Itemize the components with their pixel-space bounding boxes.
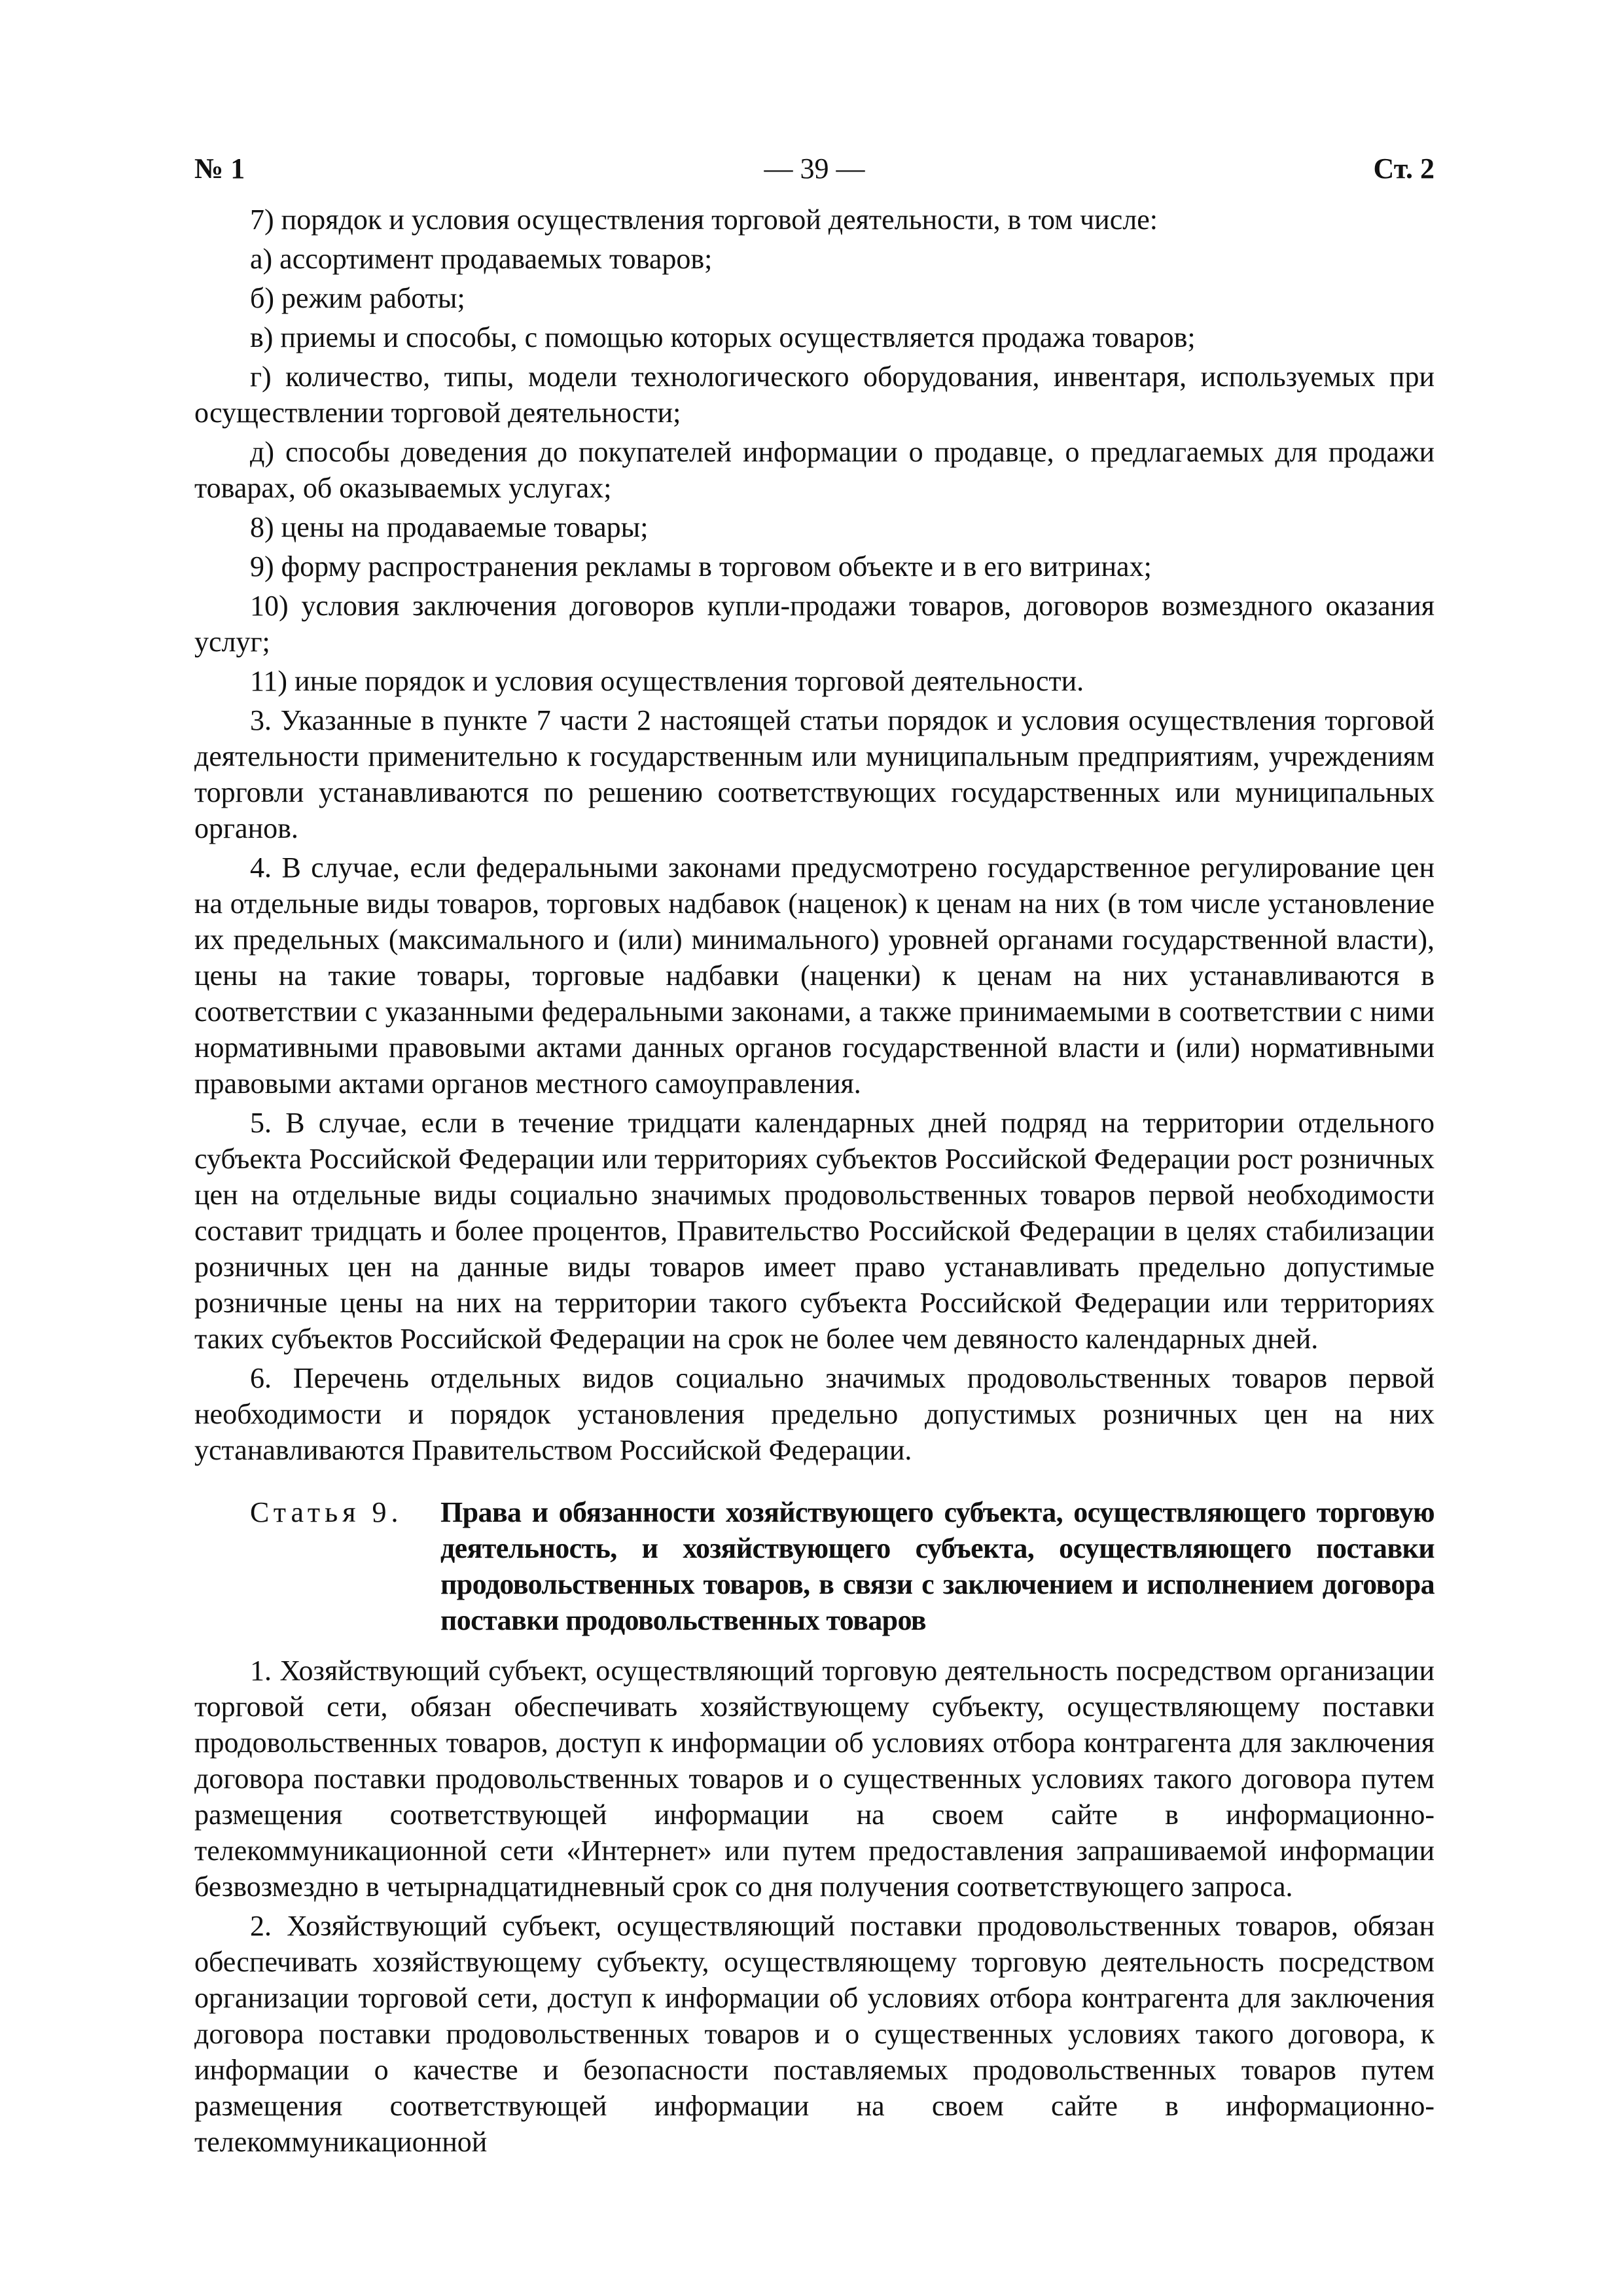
page-number: — 39 — [764, 152, 865, 185]
page-header [194, 149, 1435, 188]
paragraph: 7) порядок и условия осуществления торговой деятельности, в том числе: [250, 204, 1158, 236]
paragraph: 4. В случае, если федеральными законами предусмотрено государственное регулирование цен на отдельные виды товаров, торговых надбавок (наценок) к ценам на них (в том числе установление их предельных (максимального и (или) минимального) уровней органами государственной власти), цены на такие товары, торговые надбавки (наценки) к ценам на них устанавливаются в соответствии с указанными федеральными законами, а также принимаемыми в соответствии с ними нормативными правовыми актами данных органов государственной власти и (или) нормативными правовыми актами органов местного самоуправления. [194, 852, 1435, 1100]
paragraph: в) приемы и способы, с помощью которых осуществляется продажа товаров; [250, 321, 1196, 353]
paragraph: 6. Перечень отдельных видов социально значимых продовольственных товаров первой необходимости и порядок установления предельно допустимых розничных цен на них устанавливаются Правительством Российской Федерации. [194, 1362, 1435, 1466]
paragraph: 10) условия заключения договоров купли-продажи товаров, договоров возмездного оказания услуг; [194, 590, 1435, 658]
paragraph: 9) форму распространения рекламы в торговом объекте и в его витринах; [250, 550, 1152, 583]
paragraph: б) режим работы; [250, 282, 465, 314]
paragraph: 2. Хозяйствующий субъект, осуществляющий поставки продовольственных товаров, обязан обеспечивать хозяйствующему субъекту, осуществляющему торговую деятельность посредством организации торговой сети, доступ к информации об условиях отбора контрагента для заключения договора поставки продовольственных товаров и о существенных условиях такого договора, к информации о качестве и безопасности поставляемых продовольственных товаров путем размещения соответствующей информации на своем сайте в информационно-телекоммуникационной [194, 1910, 1435, 2158]
article-reference: Ст. 2 [1373, 152, 1435, 185]
article-label: Статья 9. [250, 1496, 403, 1528]
article-title: Права и обязанности хозяйствующего субъекта, осуществляющего торговую деятельность, и хозяйствующего субъекта, осуществляющего поставки продовольственных товаров, в связи с заключением и исполнением договора поставки продовольственных товаров [440, 1496, 1435, 1636]
paragraph: 11) иные порядок и условия осуществления торговой деятельности. [250, 665, 1084, 697]
document-body [194, 202, 1435, 2163]
paragraph: 1. Хозяйствующий субъект, осуществляющий торговую деятельность посредством организации торговой сети, обязан обеспечивать хозяйствующему субъекту, осуществляющему поставки продовольственных товаров, доступ к информации об условиях отбора контрагента для заключения договора поставки продовольственных товаров и о существенных условиях такого договора путем размещения соответствующей информации на своем сайте в информационно-телекоммуникационной сети «Интернет» или путем предоставления запрашиваемой информации безвозмездно в четырнадцатидневный срок со дня получения соответствующего запроса. [194, 1655, 1435, 1903]
paragraph: 8) цены на продаваемые товары; [250, 511, 649, 543]
issue-number: № 1 [194, 152, 245, 185]
paragraph: г) количество, типы, модели технологического оборудования, инвентаря, используемых при осуществлении торговой деятельности; [194, 361, 1435, 429]
paragraph: д) способы доведения до покупателей информации о продавце, о предлагаемых для продажи товарах, об оказываемых услугах; [194, 436, 1435, 504]
document-page [194, 0, 1435, 2296]
paragraph: 3. Указанные в пункте 7 части 2 настоящей статьи порядок и условия осуществления торговой деятельности применительно к государственным или муниципальным предприятиям, учреждениям торговли устанавливаются по решению соответствующих государственных или муниципальных органов. [194, 704, 1435, 844]
paragraph: 5. В случае, если в течение тридцати календарных дней подряд на территории отдельного субъекта Российской Федерации или территориях субъектов Российской Федерации рост розничных цен на отдельные виды социально значимых продовольственных товаров первой необходимости составит тридцать и более процентов, Правительство Российской Федерации в целях стабилизации розничных цен на данные виды товаров имеет право устанавливать предельно допустимые розничные цены на них на территории такого субъекта Российской Федерации или территориях таких субъектов Российской Федерации на срок не более чем девяносто календарных дней. [194, 1107, 1435, 1355]
article-heading [194, 1494, 1435, 1638]
paragraph: а) ассортимент продаваемых товаров; [250, 243, 713, 275]
